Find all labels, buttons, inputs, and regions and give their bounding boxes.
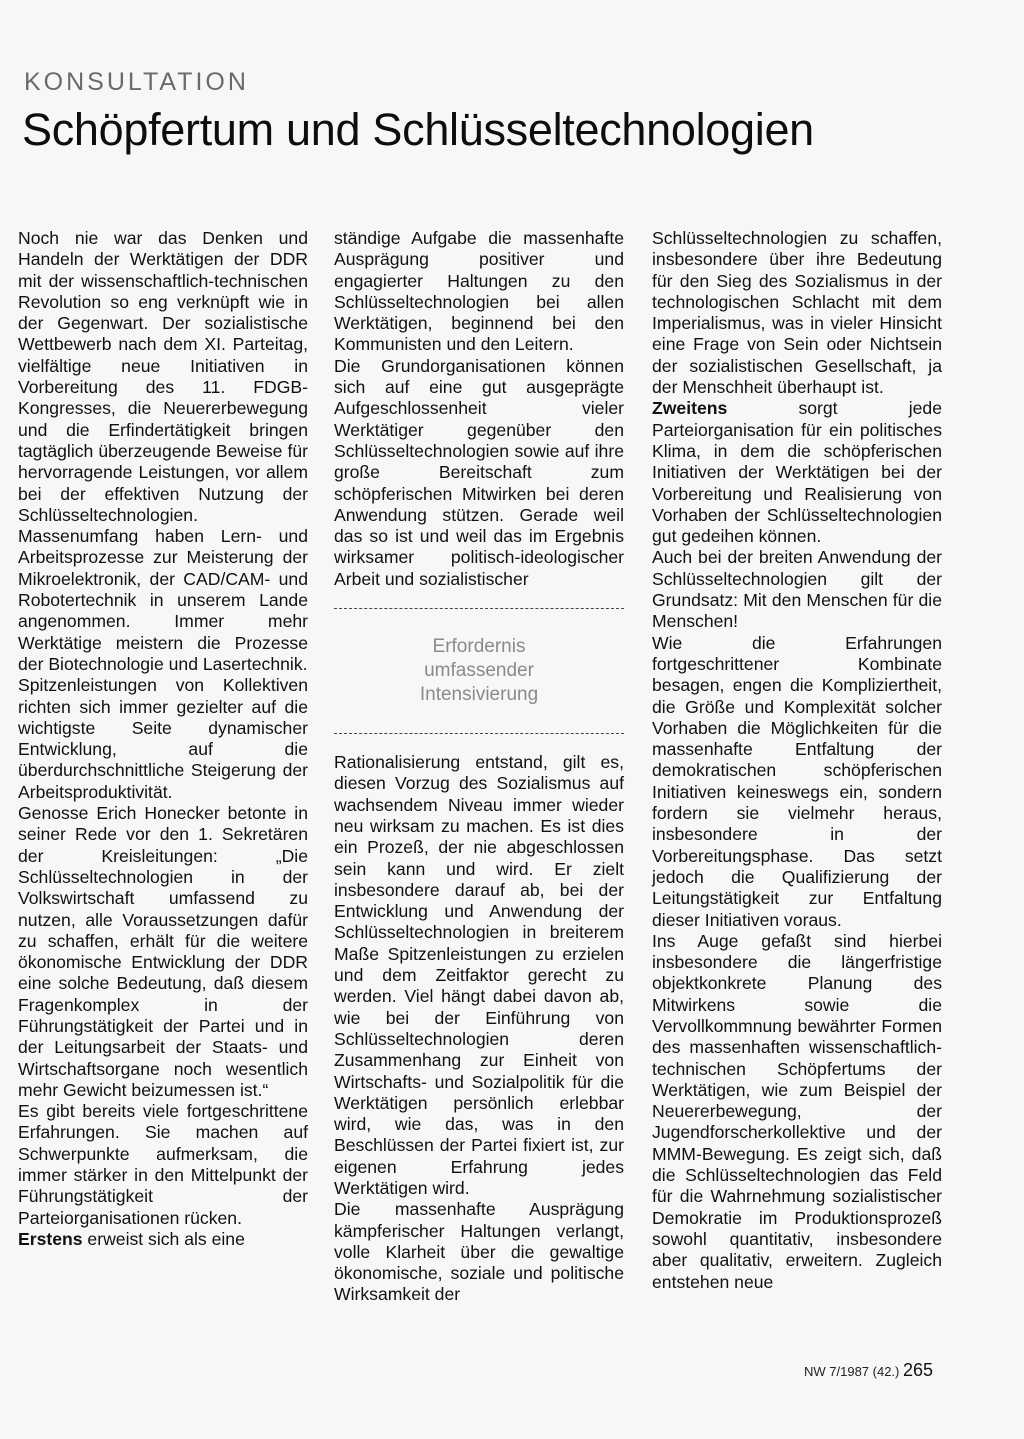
interheading-line: Intensivierung (419, 684, 539, 706)
paragraph: Schlüsseltechnologien zu schaffen, insbesondere über ihre Bedeutung für den Sieg des Sozialismus in der technologischen Schlacht mit dem Imperialismus, was in vieler Hinsicht eine Frage von Sein oder Nichtsein der sozialistischen Gesellschaft, ja der Menschheit überhaupt ist. (652, 228, 942, 398)
text-column-2 (334, 228, 624, 1306)
text-column-3 (652, 228, 942, 1293)
page-number: 265 (903, 1360, 934, 1380)
paragraph: Spitzenleistungen von Kollektiven richten sich immer gezielter auf die wichtigste Seite dynamischer Entwicklung, auf die überdurchschnittliche Steigerung der Arbeitsproduktivität. (18, 675, 308, 802)
paragraph-text: sorgt jede Parteiorganisation für ein politisches Klima, in dem die schöpferischen Initiativen der Werktätigen bei der Vorbereitung und Realisierung von Vorhaben der Schlüsseltechnologien gut gedeihen können. (652, 398, 942, 547)
issue-reference: NW 7/1987 (42.) (804, 1364, 900, 1379)
text-column-1 (18, 228, 308, 1250)
paragraph: Genosse Erich Honecker betonte in seiner Rede vor den 1. Sekretären der Kreisleitungen: „Die Schlüsseltechnologien in der Volkswirtschaft umfassend zu nutzen, alle Voraussetzungen dafür zu schaffen, erhält für die weitere ökonomische Entwicklung der DDR eine solche Bedeutung, daß diesem Fragenkomplex in der Führungstätigkeit der Partei und in der Leitungsarbeit der Staats- und Wirtschaftsorgane noch wesentlich mehr Gewicht beizumessen ist.“ (18, 803, 308, 1100)
paragraph-text: erweist sich als eine (82, 1228, 245, 1249)
rubric-label: KONSULTATION (24, 68, 249, 96)
paragraph (18, 1229, 308, 1250)
paragraph: Rationalisierung entstand, gilt es, diesen Vorzug des Sozialismus auf wachsendem Niveau immer wieder neu wirksam zu machen. Es ist dies ein Prozeß, der nie abgeschlossen sein kann und wird. Er zielt insbesondere darauf ab, bei der Entwicklung und Anwendung der Schlüsseltechnologien in breiterem Maße Spitzenleistungen zu erzielen und dem Zeitfaktor gerecht zu werden. Viel hängt dabei davon ab, wie bei der Einführung von Schlüsseltechnologien deren Zusammenhang zur Einheit von Wirtschafts- und Sozialpolitik für die Werktätigen persönlich erlebbar wird, wie das, was in den Beschlüssen der Partei fixiert ist, zur eigenen Erfahrung jedes Werktätigen wird. (334, 752, 624, 1198)
paragraph: Es gibt bereits viele fortgeschrittene Erfahrungen. Sie machen auf Schwerpunkte aufmerksam, die immer stärker in den Mittelpunkt der Führungstätigkeit der Parteiorganisationen rücken. (18, 1101, 308, 1228)
enumeration-lead: Erstens (18, 1228, 83, 1249)
article-title: Schöpfertum und Schlüsseltechnologien (22, 104, 814, 155)
paragraph: Wie die Erfahrungen fortgeschrittener Kombinate besagen, engen die Kompliziertheit, die Größe und Komplexität solcher Vorhaben die Möglichkeiten für die massenhafte Entfaltung der demokratischen schöpferischen Initiativen keineswegs ein, sondern fordern sie vielmehr heraus, insbesondere in der Vorbereitungsphase. Das setzt jedoch die Qualifizierung der Leitungstätigkeit zur Entfaltung dieser Initiativen voraus. (652, 632, 942, 930)
paragraph: ständige Aufgabe die massenhafte Ausprägung positiver und engagierter Haltungen zu den Schlüsseltechnologien bei allen Werktätigen, beginnend bei den Kommunisten und den Leitern. (334, 228, 624, 355)
interheading-line: Erfordernis (432, 636, 526, 658)
enumeration-lead: Zweitens (652, 398, 728, 419)
paragraph (652, 398, 942, 547)
paragraph: Ins Auge gefaßt sind hierbei insbesondere die längerfristige objektkonkrete Planung des Mitwirkens sowie die Vervollkommnung bewährter Formen des massenhaften wissenschaftlich-technischen Schöpfertums der Werktätigen, wie zum Beispiel der Neuererbewegung, der Jugendforscherkollektive und der MMM-Bewegung. Es zeigt sich, daß die Schlüsseltechnologien das Feld für die Wahrnehmung sozialistischer Demokratie im Produktionsprozeß sowohl quantitativ, insbesondere aber qualitativ, erweitern. Zugleich entstehen neue (652, 930, 942, 1292)
paragraph: Die Grundorganisationen können sich auf eine gut ausgeprägte Aufgeschlossenheit vieler Werktätiger gegenüber den Schlüsseltechnologien sowie auf ihre große Bereitschaft zum schöpferischen Mitwirken bei deren Anwendung stützen. Gerade weil das so ist und weil das im Ergebnis wirksamer politisch-ideologischer Arbeit und sozialistischer (334, 355, 624, 589)
interheading-line: umfassender (424, 660, 534, 682)
section-interheading (334, 608, 624, 734)
paragraph: Noch nie war das Denken und Handeln der Werktätigen der DDR mit der wissenschaftlich-technischen Revolution so eng verknüpft wie in der Gegenwart. Der sozialistische Wettbewerb nach dem XI. Parteitag, vielfältige neue Initiativen in Vorbereitung des 11. FDGB-Kongresses, die Neuererbewegung und die Erfindertätigkeit bringen tagtäglich überzeugende Beweise für hervorragende Leistungen, vor allem bei der effektiven Nutzung der Schlüsseltechnologien. Massenumfang haben Lern- und Arbeitsprozesse zur Meisterung der Mikroelektronik, der CAD/CAM- und Robotertechnik in unserem Lande angenommen. Immer mehr Werktätige meistern die Prozesse der Biotechnologie und Lasertechnik. (18, 228, 308, 674)
paragraph: Auch bei der breiten Anwendung der Schlüsseltechnologien gilt der Grundsatz: Mit den Menschen für die Menschen! (652, 547, 942, 632)
paragraph: Die massenhafte Ausprägung kämpferischer Haltungen verlangt, volle Klarheit über die gewaltige ökonomische, soziale und politische Wirksamkeit der (334, 1199, 624, 1305)
